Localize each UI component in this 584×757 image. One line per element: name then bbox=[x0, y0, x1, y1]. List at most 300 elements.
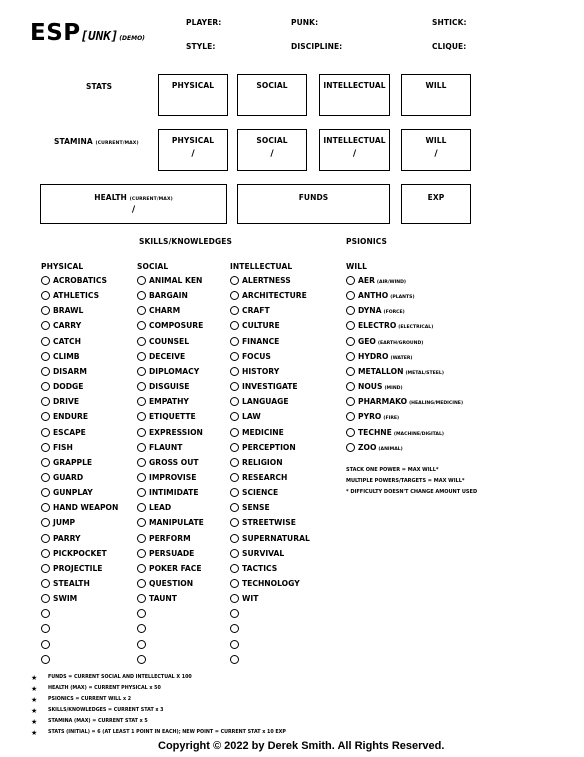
skill-checkbox[interactable] bbox=[41, 352, 50, 361]
skill-label: BARGAIN bbox=[149, 291, 188, 301]
skill-checkbox[interactable] bbox=[41, 624, 50, 633]
skill-checkbox[interactable] bbox=[346, 306, 355, 315]
skill-checkbox[interactable] bbox=[41, 458, 50, 467]
skill-label bbox=[358, 276, 406, 285]
skill-label: DIPLOMACY bbox=[149, 366, 200, 376]
stamina-slash: / bbox=[434, 149, 438, 159]
funds-box[interactable] bbox=[237, 184, 390, 224]
skill-row-social bbox=[137, 273, 202, 288]
skill-checkbox[interactable] bbox=[230, 428, 239, 437]
style-label: STYLE: bbox=[186, 42, 216, 51]
skill-label: PICKPOCKET bbox=[53, 548, 107, 558]
skill-row-social bbox=[137, 303, 180, 318]
skill-row-will bbox=[346, 440, 403, 455]
skill-label: DISARM bbox=[53, 366, 87, 376]
skill-row-physical bbox=[41, 637, 53, 652]
skill-label: WIT bbox=[242, 594, 259, 604]
psionic-name: ZOO bbox=[358, 442, 377, 452]
skill-checkbox[interactable] bbox=[41, 276, 50, 285]
psionics-note: STACK ONE POWER = MAX WILL* bbox=[346, 467, 439, 473]
skill-row-social bbox=[137, 576, 193, 591]
skill-row-social bbox=[137, 621, 149, 636]
skill-label: HAND WEAPON bbox=[53, 503, 119, 513]
skill-row-physical bbox=[41, 576, 90, 591]
stamina-box-intellectual[interactable] bbox=[319, 129, 390, 171]
skill-label: ETIQUETTE bbox=[149, 412, 196, 422]
skill-label: POKER FACE bbox=[149, 563, 202, 573]
skill-row-intellectual bbox=[230, 318, 280, 333]
skill-checkbox[interactable] bbox=[41, 306, 50, 315]
skill-row-social bbox=[137, 334, 189, 349]
skill-row-will bbox=[346, 288, 415, 303]
skill-checkbox[interactable] bbox=[230, 640, 239, 649]
stat-box-title: PHYSICAL bbox=[171, 81, 215, 90]
skill-label: TECHNOLOGY bbox=[242, 579, 300, 588]
skill-row-physical bbox=[41, 349, 80, 364]
health-title bbox=[41, 193, 226, 202]
skill-checkbox[interactable] bbox=[230, 443, 239, 452]
skill-row-physical bbox=[41, 621, 53, 636]
skill-checkbox[interactable] bbox=[346, 352, 355, 361]
skill-label bbox=[358, 367, 444, 376]
skill-label: JUMP bbox=[53, 518, 76, 528]
star-icon: ★ bbox=[31, 718, 38, 726]
psionic-sub: (EARTH/GROUND) bbox=[377, 340, 424, 346]
skill-checkbox[interactable] bbox=[346, 382, 355, 391]
logo-esp: ESP bbox=[30, 20, 81, 46]
stat-box-title: WILL bbox=[425, 81, 447, 90]
health-sub: (CURRENT/MAX) bbox=[129, 197, 173, 202]
skill-checkbox[interactable] bbox=[230, 655, 239, 664]
psionic-name: HYDRO bbox=[358, 351, 389, 361]
skill-row-intellectual bbox=[230, 409, 261, 424]
health-label: HEALTH bbox=[94, 193, 127, 202]
skill-checkbox[interactable] bbox=[137, 458, 146, 467]
stats-label: STATS bbox=[86, 82, 113, 91]
psionic-sub: (WATER) bbox=[390, 355, 413, 361]
skill-row-intellectual bbox=[230, 576, 300, 591]
logo bbox=[30, 20, 145, 46]
skill-checkbox[interactable] bbox=[346, 367, 355, 376]
footnote: HEALTH (MAX) = CURRENT PHYSICAL x 50 bbox=[48, 686, 161, 691]
stamina-box-title: SOCIAL bbox=[256, 136, 288, 145]
skill-row-physical bbox=[41, 394, 79, 409]
stamina-box-title: INTELLECTUAL bbox=[323, 136, 386, 145]
skill-checkbox[interactable] bbox=[137, 594, 146, 603]
skill-checkbox[interactable] bbox=[41, 655, 50, 664]
skill-checkbox[interactable] bbox=[137, 564, 146, 573]
skill-row-intellectual bbox=[230, 531, 310, 546]
skill-checkbox[interactable] bbox=[137, 306, 146, 315]
skill-label: DRIVE bbox=[53, 397, 80, 407]
skill-row-intellectual bbox=[230, 303, 270, 318]
skill-checkbox[interactable] bbox=[137, 291, 146, 300]
skill-label: RELIGION bbox=[242, 457, 283, 467]
psionics-note: MULTIPLE POWERS/TARGETS = MAX WILL* bbox=[346, 478, 465, 484]
skill-checkbox[interactable] bbox=[41, 518, 50, 527]
skill-row-social bbox=[137, 485, 199, 500]
skill-checkbox[interactable] bbox=[230, 321, 239, 330]
skill-row-intellectual bbox=[230, 500, 270, 515]
skill-checkbox[interactable] bbox=[41, 503, 50, 512]
skill-label: RESEARCH bbox=[242, 472, 288, 482]
stat-box-intellectual[interactable] bbox=[319, 74, 390, 116]
skill-checkbox[interactable] bbox=[137, 443, 146, 452]
skill-label: CRAFT bbox=[242, 306, 270, 316]
stat-box-physical[interactable] bbox=[158, 74, 228, 116]
stamina-box-social[interactable] bbox=[237, 129, 307, 171]
skill-checkbox[interactable] bbox=[137, 397, 146, 406]
skill-checkbox[interactable] bbox=[137, 321, 146, 330]
skill-checkbox[interactable] bbox=[137, 534, 146, 543]
skill-row-physical bbox=[41, 334, 81, 349]
skill-label: CARRY bbox=[53, 321, 82, 331]
psionic-name: DYNA bbox=[358, 306, 382, 316]
skill-row-social bbox=[137, 440, 182, 455]
skill-checkbox[interactable] bbox=[41, 534, 50, 543]
skill-label: COMPOSURE bbox=[149, 321, 204, 331]
skill-label: LEAD bbox=[149, 503, 172, 513]
psionic-sub: (MIND) bbox=[384, 386, 403, 392]
skill-row-social bbox=[137, 470, 196, 485]
skill-checkbox[interactable] bbox=[230, 382, 239, 391]
skill-checkbox[interactable] bbox=[41, 337, 50, 346]
skill-row-physical bbox=[41, 500, 118, 515]
skill-checkbox[interactable] bbox=[230, 564, 239, 573]
exp-box[interactable] bbox=[401, 184, 471, 224]
logo-unk: [UNK] bbox=[80, 28, 119, 43]
skill-row-physical bbox=[41, 531, 81, 546]
skill-row-physical bbox=[41, 440, 73, 455]
skill-checkbox[interactable] bbox=[230, 503, 239, 512]
skill-checkbox[interactable] bbox=[137, 382, 146, 391]
skill-row-social bbox=[137, 637, 149, 652]
skill-row-physical bbox=[41, 303, 83, 318]
skill-row-intellectual bbox=[230, 561, 277, 576]
psionic-sub: (ELECTRICAL) bbox=[398, 325, 434, 331]
skill-label bbox=[358, 306, 405, 315]
skill-checkbox[interactable] bbox=[137, 488, 146, 497]
skill-checkbox[interactable] bbox=[230, 549, 239, 558]
skill-checkbox[interactable] bbox=[230, 518, 239, 527]
skill-checkbox[interactable] bbox=[346, 397, 355, 406]
skill-checkbox[interactable] bbox=[41, 412, 50, 421]
footnote: FUNDS = CURRENT SOCIAL AND INTELLECTUAL X 100 bbox=[48, 675, 192, 680]
skill-label bbox=[358, 321, 433, 330]
shtick-label: SHTICK: bbox=[432, 18, 467, 27]
skill-row-intellectual bbox=[230, 273, 291, 288]
skill-label: ARCHITECTURE bbox=[242, 291, 307, 301]
skill-checkbox[interactable] bbox=[230, 473, 239, 482]
skill-row-social bbox=[137, 546, 194, 561]
skill-row-physical bbox=[41, 652, 53, 667]
skill-row-intellectual bbox=[230, 425, 284, 440]
skill-row-physical bbox=[41, 318, 81, 333]
skill-row-social bbox=[137, 394, 189, 409]
skill-row-will bbox=[346, 318, 433, 333]
stamina-box-will[interactable] bbox=[401, 129, 471, 171]
skill-label: FOCUS bbox=[242, 351, 271, 361]
skill-row-social bbox=[137, 591, 177, 606]
copyright: Copyright © 2022 by Derek Smith. All Rights Reserved. bbox=[158, 740, 445, 752]
skill-checkbox[interactable] bbox=[41, 321, 50, 330]
skill-label: ESCAPE bbox=[53, 427, 86, 437]
stamina-box-physical[interactable] bbox=[158, 129, 228, 171]
psionic-name: METALLON bbox=[358, 366, 404, 376]
skill-checkbox[interactable] bbox=[137, 428, 146, 437]
stamina-label bbox=[54, 137, 139, 146]
skill-label: DISGUISE bbox=[149, 382, 190, 392]
skill-label: SWIM bbox=[53, 594, 78, 604]
skill-checkbox[interactable] bbox=[230, 367, 239, 376]
skill-label: MANIPULATE bbox=[149, 518, 204, 528]
skill-checkbox[interactable] bbox=[346, 428, 355, 437]
skill-label: LANGUAGE bbox=[242, 397, 289, 407]
skill-checkbox[interactable] bbox=[41, 367, 50, 376]
skill-checkbox[interactable] bbox=[230, 337, 239, 346]
skill-checkbox[interactable] bbox=[41, 291, 50, 300]
psionics-note: * DIFFICULTY DOESN'T CHANGE AMOUNT USED bbox=[346, 489, 478, 495]
skill-checkbox[interactable] bbox=[230, 624, 239, 633]
skill-row-will bbox=[346, 334, 423, 349]
skill-row-intellectual bbox=[230, 288, 307, 303]
skill-checkbox[interactable] bbox=[346, 337, 355, 346]
psionic-name: GEO bbox=[358, 336, 376, 346]
skill-checkbox[interactable] bbox=[137, 473, 146, 482]
skill-checkbox[interactable] bbox=[346, 412, 355, 421]
skill-checkbox[interactable] bbox=[41, 382, 50, 391]
skill-row-social bbox=[137, 455, 199, 470]
skill-label bbox=[358, 352, 413, 361]
skill-label: SUPERNATURAL bbox=[242, 533, 310, 543]
punk-label: PUNK: bbox=[291, 18, 319, 27]
skill-checkbox[interactable] bbox=[230, 397, 239, 406]
skill-label: CLIMB bbox=[53, 351, 80, 361]
skill-row-social bbox=[137, 531, 191, 546]
skill-label bbox=[358, 428, 444, 437]
skill-checkbox[interactable] bbox=[41, 473, 50, 482]
skill-row-social bbox=[137, 318, 203, 333]
skill-checkbox[interactable] bbox=[230, 579, 239, 588]
skill-label: EXPRESSION bbox=[149, 427, 203, 437]
stamina-label-sub: (CURRENT/MAX) bbox=[95, 141, 139, 146]
skill-label: ANIMAL KEN bbox=[149, 276, 203, 285]
skill-checkbox[interactable] bbox=[230, 609, 239, 618]
skill-checkbox[interactable] bbox=[41, 549, 50, 558]
funds-label: FUNDS bbox=[298, 193, 329, 202]
skill-row-physical bbox=[41, 546, 107, 561]
skill-label: ATHLETICS bbox=[53, 291, 100, 301]
skill-checkbox[interactable] bbox=[137, 503, 146, 512]
column-header-will: WILL bbox=[346, 262, 368, 271]
skill-row-social bbox=[137, 500, 171, 515]
skill-checkbox[interactable] bbox=[41, 397, 50, 406]
psionic-name: AER bbox=[358, 276, 375, 285]
skill-label: ALERTNESS bbox=[242, 276, 291, 285]
psionic-sub: (MACHINE/DIGITAL) bbox=[393, 431, 445, 437]
skill-checkbox[interactable] bbox=[137, 655, 146, 664]
skill-row-will bbox=[346, 273, 406, 288]
footnote: SKILLS/KNOWLEDGES = CURRENT STAT x 3 bbox=[48, 708, 164, 713]
psionic-sub: (AIR/WIND) bbox=[376, 280, 407, 285]
skill-row-social bbox=[137, 379, 189, 394]
skill-row-physical bbox=[41, 455, 92, 470]
skill-checkbox[interactable] bbox=[41, 579, 50, 588]
skill-label: MEDICINE bbox=[242, 427, 284, 437]
skill-label: PERFORM bbox=[149, 533, 191, 543]
skill-row-social bbox=[137, 409, 196, 424]
skill-checkbox[interactable] bbox=[230, 488, 239, 497]
skill-label: SENSE bbox=[242, 503, 270, 513]
psionic-sub: (METAL/STEEL) bbox=[405, 370, 444, 376]
skill-row-will bbox=[346, 379, 403, 394]
skill-checkbox[interactable] bbox=[230, 306, 239, 315]
skill-row-will bbox=[346, 409, 399, 424]
skill-label: FISH bbox=[53, 442, 73, 452]
skill-label: ACROBATICS bbox=[53, 276, 108, 285]
skill-checkbox[interactable] bbox=[41, 488, 50, 497]
skill-row-physical bbox=[41, 606, 53, 621]
skill-checkbox[interactable] bbox=[41, 640, 50, 649]
skill-label: CULTURE bbox=[242, 321, 280, 331]
skill-checkbox[interactable] bbox=[137, 412, 146, 421]
skill-label: DECEIVE bbox=[149, 351, 186, 361]
skill-row-social bbox=[137, 349, 185, 364]
skill-label: HISTORY bbox=[242, 366, 280, 376]
skill-row-intellectual bbox=[230, 546, 284, 561]
skill-label: BRAWL bbox=[53, 306, 84, 316]
skills-title: SKILLS/KNOWLEDGES bbox=[139, 237, 232, 246]
health-box[interactable] bbox=[40, 184, 227, 224]
star-icon: ★ bbox=[31, 696, 38, 704]
stamina-slash: / bbox=[191, 149, 195, 159]
psionic-name: PHARMAKO bbox=[358, 397, 408, 407]
skill-checkbox[interactable] bbox=[137, 367, 146, 376]
stamina-box-title: PHYSICAL bbox=[171, 136, 215, 145]
skill-checkbox[interactable] bbox=[41, 594, 50, 603]
psionic-name: TECHNE bbox=[358, 427, 392, 437]
skill-label: SCIENCE bbox=[242, 488, 279, 498]
skill-row-intellectual bbox=[230, 379, 298, 394]
skill-checkbox[interactable] bbox=[346, 276, 355, 285]
footnote: STAMINA (MAX) = CURRENT STAT x 5 bbox=[48, 719, 148, 724]
skill-label: FLAUNT bbox=[149, 442, 183, 452]
skill-label: STEALTH bbox=[53, 579, 90, 588]
skill-checkbox[interactable] bbox=[346, 443, 355, 452]
stamina-slash: / bbox=[352, 149, 357, 159]
skill-row-social bbox=[137, 606, 149, 621]
skill-checkbox[interactable] bbox=[230, 352, 239, 361]
skill-label: DODGE bbox=[53, 382, 84, 392]
skill-row-physical bbox=[41, 288, 99, 303]
skill-checkbox[interactable] bbox=[41, 443, 50, 452]
skill-row-intellectual bbox=[230, 485, 278, 500]
skill-label: INTIMIDATE bbox=[149, 488, 199, 498]
skill-checkbox[interactable] bbox=[230, 594, 239, 603]
skill-checkbox[interactable] bbox=[230, 276, 239, 285]
skill-checkbox[interactable] bbox=[137, 624, 146, 633]
skill-checkbox[interactable] bbox=[230, 534, 239, 543]
psionics-title: PSIONICS bbox=[346, 237, 387, 246]
skill-checkbox[interactable] bbox=[41, 428, 50, 437]
column-header-social: SOCIAL bbox=[137, 262, 169, 271]
skill-row-intellectual bbox=[230, 606, 242, 621]
skill-checkbox[interactable] bbox=[137, 352, 146, 361]
skill-label: EMPATHY bbox=[149, 397, 189, 407]
skill-checkbox[interactable] bbox=[137, 609, 146, 618]
star-icon: ★ bbox=[31, 707, 38, 715]
skill-row-intellectual bbox=[230, 621, 242, 636]
skill-label: COUNSEL bbox=[149, 336, 190, 346]
skill-label bbox=[358, 291, 415, 300]
skill-checkbox[interactable] bbox=[41, 564, 50, 573]
skill-label: FINANCE bbox=[242, 336, 280, 346]
skill-label: CATCH bbox=[53, 336, 81, 346]
star-icon: ★ bbox=[31, 674, 38, 682]
skill-checkbox[interactable] bbox=[346, 291, 355, 300]
skill-row-intellectual bbox=[230, 334, 279, 349]
psionic-sub: (PLANTS) bbox=[390, 295, 415, 301]
column-header-intellectual: INTELLECTUAL bbox=[230, 262, 293, 271]
skill-checkbox[interactable] bbox=[137, 337, 146, 346]
skill-checkbox[interactable] bbox=[346, 321, 355, 330]
skill-label: GUARD bbox=[53, 472, 84, 482]
skill-row-social bbox=[137, 364, 199, 379]
skill-checkbox[interactable] bbox=[137, 276, 146, 285]
skill-label: GROSS OUT bbox=[149, 457, 199, 467]
skill-label: STREETWISE bbox=[242, 518, 296, 528]
skill-label: QUESTION bbox=[149, 579, 194, 588]
skill-label: SURVIVAL bbox=[242, 548, 285, 558]
skill-row-physical bbox=[41, 470, 83, 485]
column-header-physical: PHYSICAL bbox=[41, 262, 84, 271]
skill-checkbox[interactable] bbox=[230, 412, 239, 421]
skill-row-physical bbox=[41, 485, 93, 500]
skill-label bbox=[358, 397, 463, 406]
skill-row-social bbox=[137, 425, 203, 440]
skill-row-physical bbox=[41, 379, 83, 394]
skill-row-social bbox=[137, 652, 149, 667]
skill-checkbox[interactable] bbox=[137, 549, 146, 558]
stat-box-social[interactable] bbox=[237, 74, 307, 116]
skill-row-will bbox=[346, 394, 463, 409]
skill-label: TAUNT bbox=[149, 594, 177, 604]
skill-label bbox=[358, 412, 399, 421]
skill-checkbox[interactable] bbox=[137, 518, 146, 527]
skill-checkbox[interactable] bbox=[137, 640, 146, 649]
skill-label: GUNPLAY bbox=[53, 488, 93, 498]
skill-row-intellectual bbox=[230, 394, 289, 409]
skill-row-will bbox=[346, 349, 413, 364]
skill-label: TACTICS bbox=[242, 563, 278, 573]
skill-row-intellectual bbox=[230, 349, 271, 364]
skill-row-will bbox=[346, 303, 405, 318]
star-icon: ★ bbox=[31, 685, 38, 693]
stat-box-title: SOCIAL bbox=[256, 81, 288, 90]
stamina-slash: / bbox=[270, 149, 274, 159]
stat-box-will[interactable] bbox=[401, 74, 471, 116]
skill-checkbox[interactable] bbox=[230, 458, 239, 467]
psionic-name: PYRO bbox=[358, 412, 382, 422]
skill-row-social bbox=[137, 288, 188, 303]
skill-checkbox[interactable] bbox=[41, 609, 50, 618]
skill-row-physical bbox=[41, 409, 88, 424]
skill-checkbox[interactable] bbox=[137, 579, 146, 588]
psionic-name: ANTHO bbox=[358, 291, 389, 301]
psionic-sub: (ANIMAL) bbox=[378, 446, 403, 452]
skill-label: PARRY bbox=[53, 533, 81, 543]
skill-checkbox[interactable] bbox=[230, 291, 239, 300]
